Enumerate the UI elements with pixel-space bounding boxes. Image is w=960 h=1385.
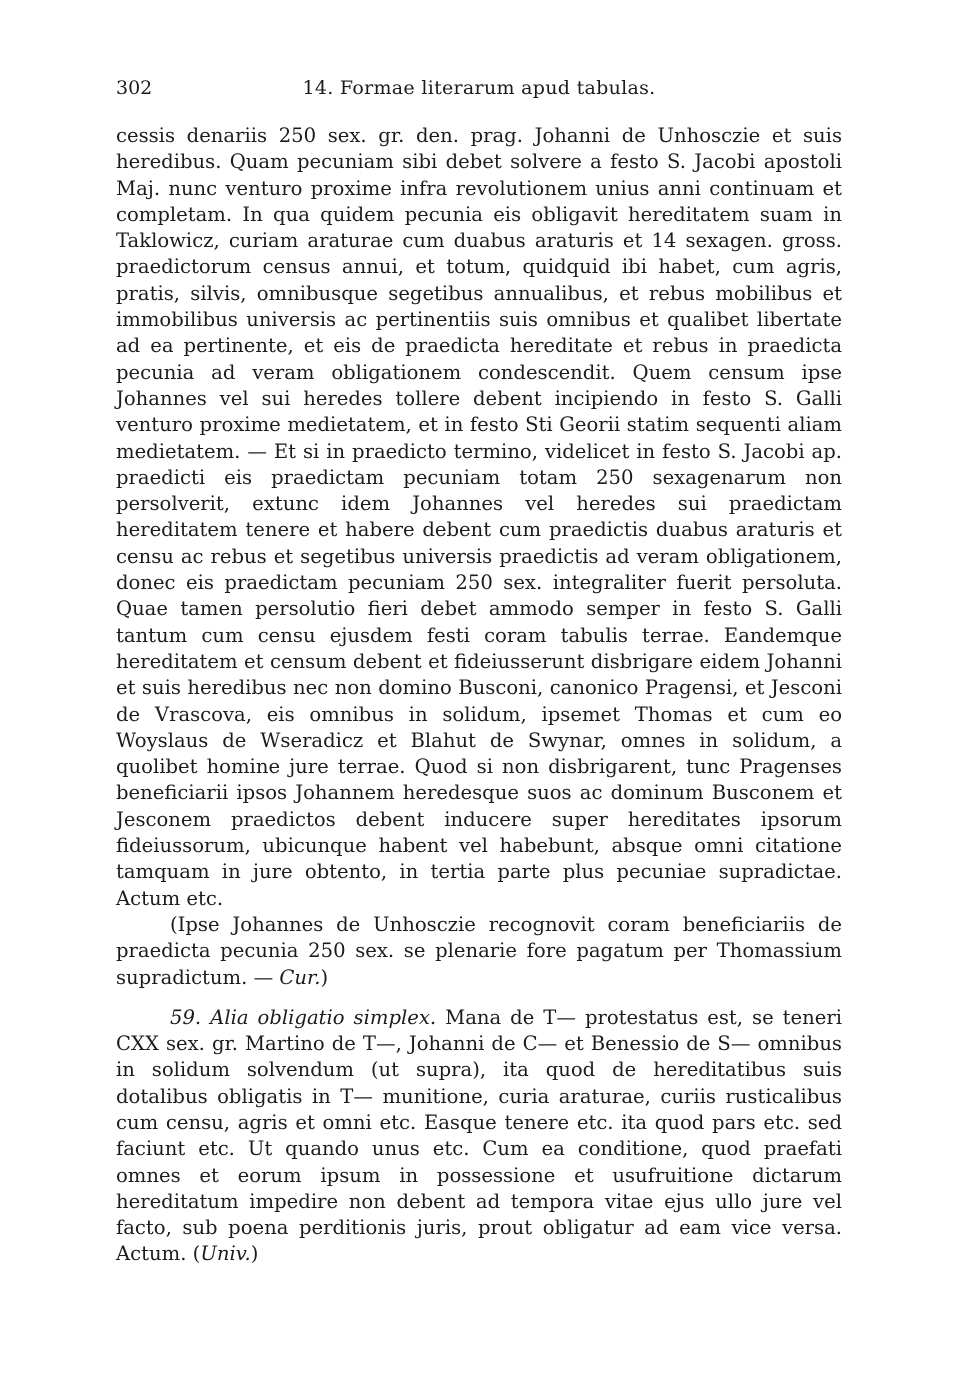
note-close: ) [320,965,329,989]
source-citation: Univ. [200,1242,251,1266]
formula-heading: Alia obligatio simplex. [210,1005,437,1029]
source-citation: Cur. [279,965,321,989]
running-title: 14. Formae literarum apud tabulas. [302,77,656,99]
paragraph-formula-59 [116,1005,842,1268]
note-text: (Ipse Johannes de Unhosczie recognovit coram beneficiariis de praedicta pecunia 250 sex. se plenarie fore pagatum per Thomassium supradictum. — [116,912,842,989]
formula-text: Mana de T— protestatus est, se teneri CXX sex. gr. Martino de T—, Johanni de C— et Benessio de S— omnibus in solidum solvendum (ut supra), ita quod de hereditatibus suis dotalibus obligatis in T— munitione, curia araturae, curiis rusticalibus cum censu, agris et omni etc. Easque tenere etc. ita quod pars etc. sed faciunt etc. Ut quando unus etc. Cum ea conditione, quod praefati omnes et eorum ipsum in possessione et usufruitione dictarum hereditatum impedire non debent ad tempora vitae ejus ullo jure vel facto, sub poena perditionis juris, prout obligatur ad eam vice versa. Actum. ( [116,1005,842,1266]
page-number: 302 [116,77,153,99]
formula-number: 59. [170,1005,202,1029]
running-head [116,72,842,104]
formula-close: ) [250,1242,259,1266]
book-page [116,72,842,1268]
paragraph-continuation: cessis denariis 250 sex. gr. den. prag. Johanni de Unhosczie et suis heredibus. Quam pecuniam sibi debet solvere a festo S. Jacobi apostoli Maj. nunc venturo proxime infra revolutionem unius anni continuam et completam. In qua quidem pecunia eis obligavit hereditatem suam in Taklowicz, curiam araturae cum duabus araturis et 14 sexagen. gross. praedictorum census annui, et totum, quidquid ibi habet, cum agris, pratis, silvis, omnibusque segetibus annualibus, et rebus mobilibus et immobilibus universis ac pertinentiis suis omnibus et qualibet libertate ad ea pertinente, et eis de praedicta hereditate et rebus in praedicta pecunia ad veram obligationem condescendit. Quem censum ipse Johannes vel sui heredes tollere debent incipiendo in festo S. Galli venturo proxime medietatem, et in festo Sti Georii statim sequenti aliam medietatem. — Et si in praedicto termino, videlicet in festo S. Jacobi ap. praedicti eis praedictam pecuniam totam 250 sexagenarum non persolverit, extunc idem Johannes vel heredes sui praedictam hereditatem tenere et habere debent cum praedictis duabus araturis et censu ac rebus et segetibus universis praedictis ad veram obligationem, donec eis praedictam pecuniam 250 sex. integraliter fuerit persoluta. Quae tamen persolutio fieri debet ammodo semper in festo S. Galli tantum cum censu ejusdem festi coram tabulis terrae. Eandemque hereditatem et censum debent et fideiusserunt disbrigare eidem Johanni et suis heredibus nec non domino Busconi, canonico Pragensi, et Jesconi de Vrascova, eis omnibus in solidum, ipsemet Thomas et cum eo Woyslaus de Wseradicz et Blahut de Swynar, omnes in solidum, a quolibet homine jure terrae. Quod si non disbrigarent, tunc Pragenses beneficiarii ipsos Johannem heredesque suos ac dominum Busconem et Jesconem praedictos debent inducere super hereditates ipsorum fideiussorum, ubicunque habent vel habebunt, absque omni citatione tamquam in jure obtento, in tertia parte plus pecuniae supradictae. Actum etc. [116,124,842,910]
body-text [116,123,842,1268]
paragraph-note [116,912,842,991]
